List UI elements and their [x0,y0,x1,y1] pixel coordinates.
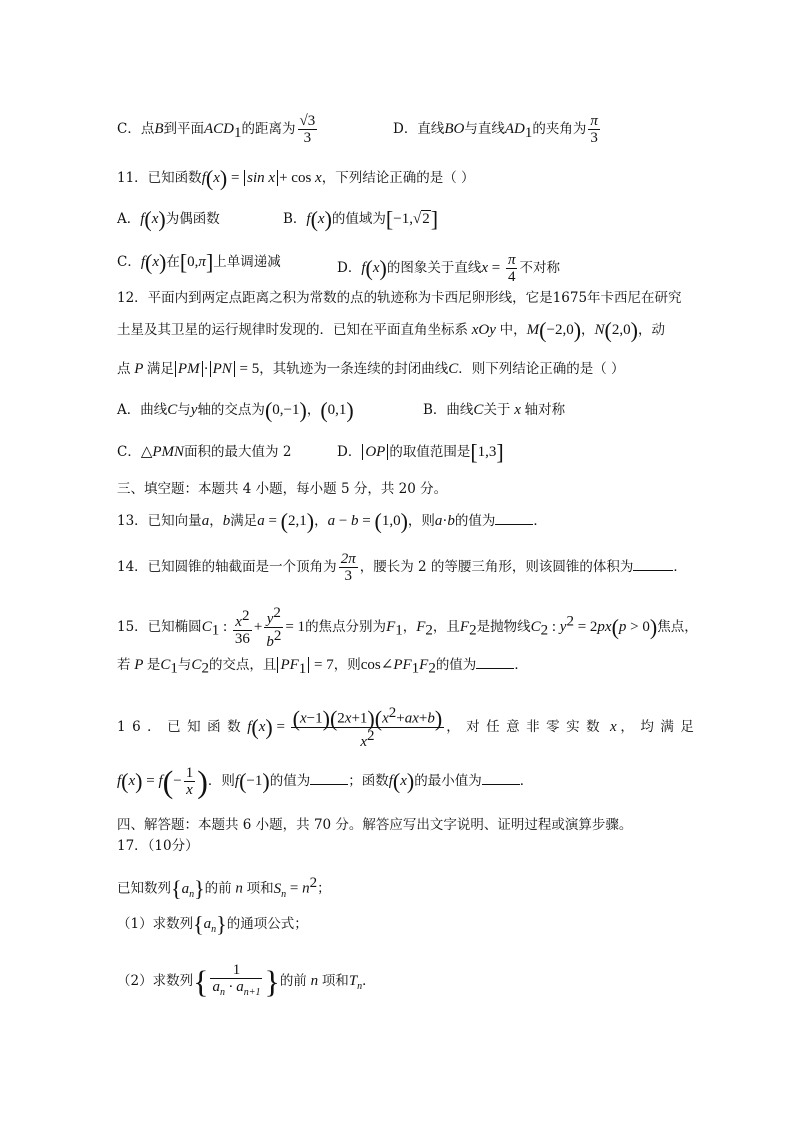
q11-option-b: B．f(x)的值域为[−1,√2] [283,206,439,232]
section-3-heading: 三、填空题：本题共 4 小题，每小题 5 分，共 20 分。 [117,481,448,497]
q11-option-a: A．f(x)为偶函数 [117,206,220,232]
answer-blank [310,770,348,785]
q11-stem: 11．已知函数f(x) = sin x + cos x，下列结论正确的是（ ） [117,165,475,191]
q13: 13．已知向量a，b满足a = (2,1)，a − b = (1,0)，则a·b的值为 ． [117,508,547,534]
q10-option-c: C．点B到平面$ACD_1$的距离为 $\frac{√3}{3}$ [117,113,316,146]
q17-part-1: （1）求数列$\{a_n\}$的通项公式； [117,911,308,937]
q10-option-d: D．直线BO与直线$AD_1$的夹角为 $\frac{\pi}{3}$ [393,113,598,146]
q12-option-b: B．曲线C关于 x 轴对称 [423,402,566,418]
q12-option-c: C．△PMN面积的最大值为 2 [117,444,292,460]
answer-blank [476,654,514,669]
fraction: $\frac{2\pi}{3}$ [340,551,356,584]
answer-blank [482,770,520,785]
q17-part-2: （2）求数列{ $\frac{1}{a_n \cdot a_{n+1}}$ }的前 n 项和$T_n$． [117,962,376,1000]
plane-name: $ACD_1$ [204,121,242,141]
q16-line-1: 16．已知函数f(x) = $\frac{(x-1)(2x+1)(x^2+ax+b)}{x^2}$ ，对任意非零实数 x ，均满足 [117,705,701,750]
q11-option-c: C．f(x)在[0,π]上单调递减 [117,249,281,275]
q12-line-3: 点 P 满足 PM · PN = 5，其轨迹为一条连续的封闭曲线C．则下列结论正确的是（ ） [117,361,625,377]
fraction: $\frac{(x-1)(2x+1)(x^2+ax+b)}{x^2}$ [292,705,443,750]
fraction: $\frac{\pi}{3}$ [590,113,598,146]
q17-head: 17．（10分） [117,838,199,854]
q15-line-2: 若 P 是$C_1$与$C_2$的交点，且 $PF_1 = 7$，则$\cos\angle PF_1F_2$的值为 ． [117,654,528,679]
formula: f [201,170,206,186]
q16-line-2: f(x) = f(− $\frac{1}{x}$ )．则f(−1)的值为 ；函数f(x)的最小值为 ． [117,763,534,800]
q12-option-a: A．曲线C与y轴的交点为(0,−1)，(0,1) [117,397,354,423]
q17-stem: 已知数列$\{a_n\}$的前 n 项和$S_n = n^2$； [117,875,331,901]
q12-option-d: D． OP 的取值范围是[1,3] [337,439,504,465]
q12-line-2: 土星及其卫星的运行规律时发现的．已知在平面直角坐标系 xOy 中，M(−2,0)，N(2,0)，动 [117,317,665,343]
fraction: $\frac{√3}{3}$ [299,113,316,146]
section-4-heading: 四、解答题：本题共 6 小题，共 70 分。解答应写出文字说明、证明过程或演算步骤。 [117,817,633,833]
q11-option-d: D．f(x)的图象关于直线x = $\frac{\pi}{4}$ 不对称 [337,252,560,285]
q14: 14．已知圆锥的轴截面是一个顶角为 $\frac{2\pi}{3}$ ，腰长为 2 的等腰三角形，则该圆锥的体积为 ． [117,551,687,584]
q12-line-1: 12．平面内到两定点距离之积为常数的点的轨迹称为卡西尼卵形线，它是1675年卡西尼在研究 [117,290,682,306]
answer-blank [633,556,673,571]
q15-line-1: 15．已知椭圆$C_1$ : $\frac{x^2}{36}$ + $\frac{y^2}{b^2}$ = 1的焦点分别为$F_1$，$F_2$，且$F_2$是抛物线$C_2$ : $y^2 = 2px(p > 0)$焦点， [117,605,698,650]
answer-blank [495,510,533,525]
